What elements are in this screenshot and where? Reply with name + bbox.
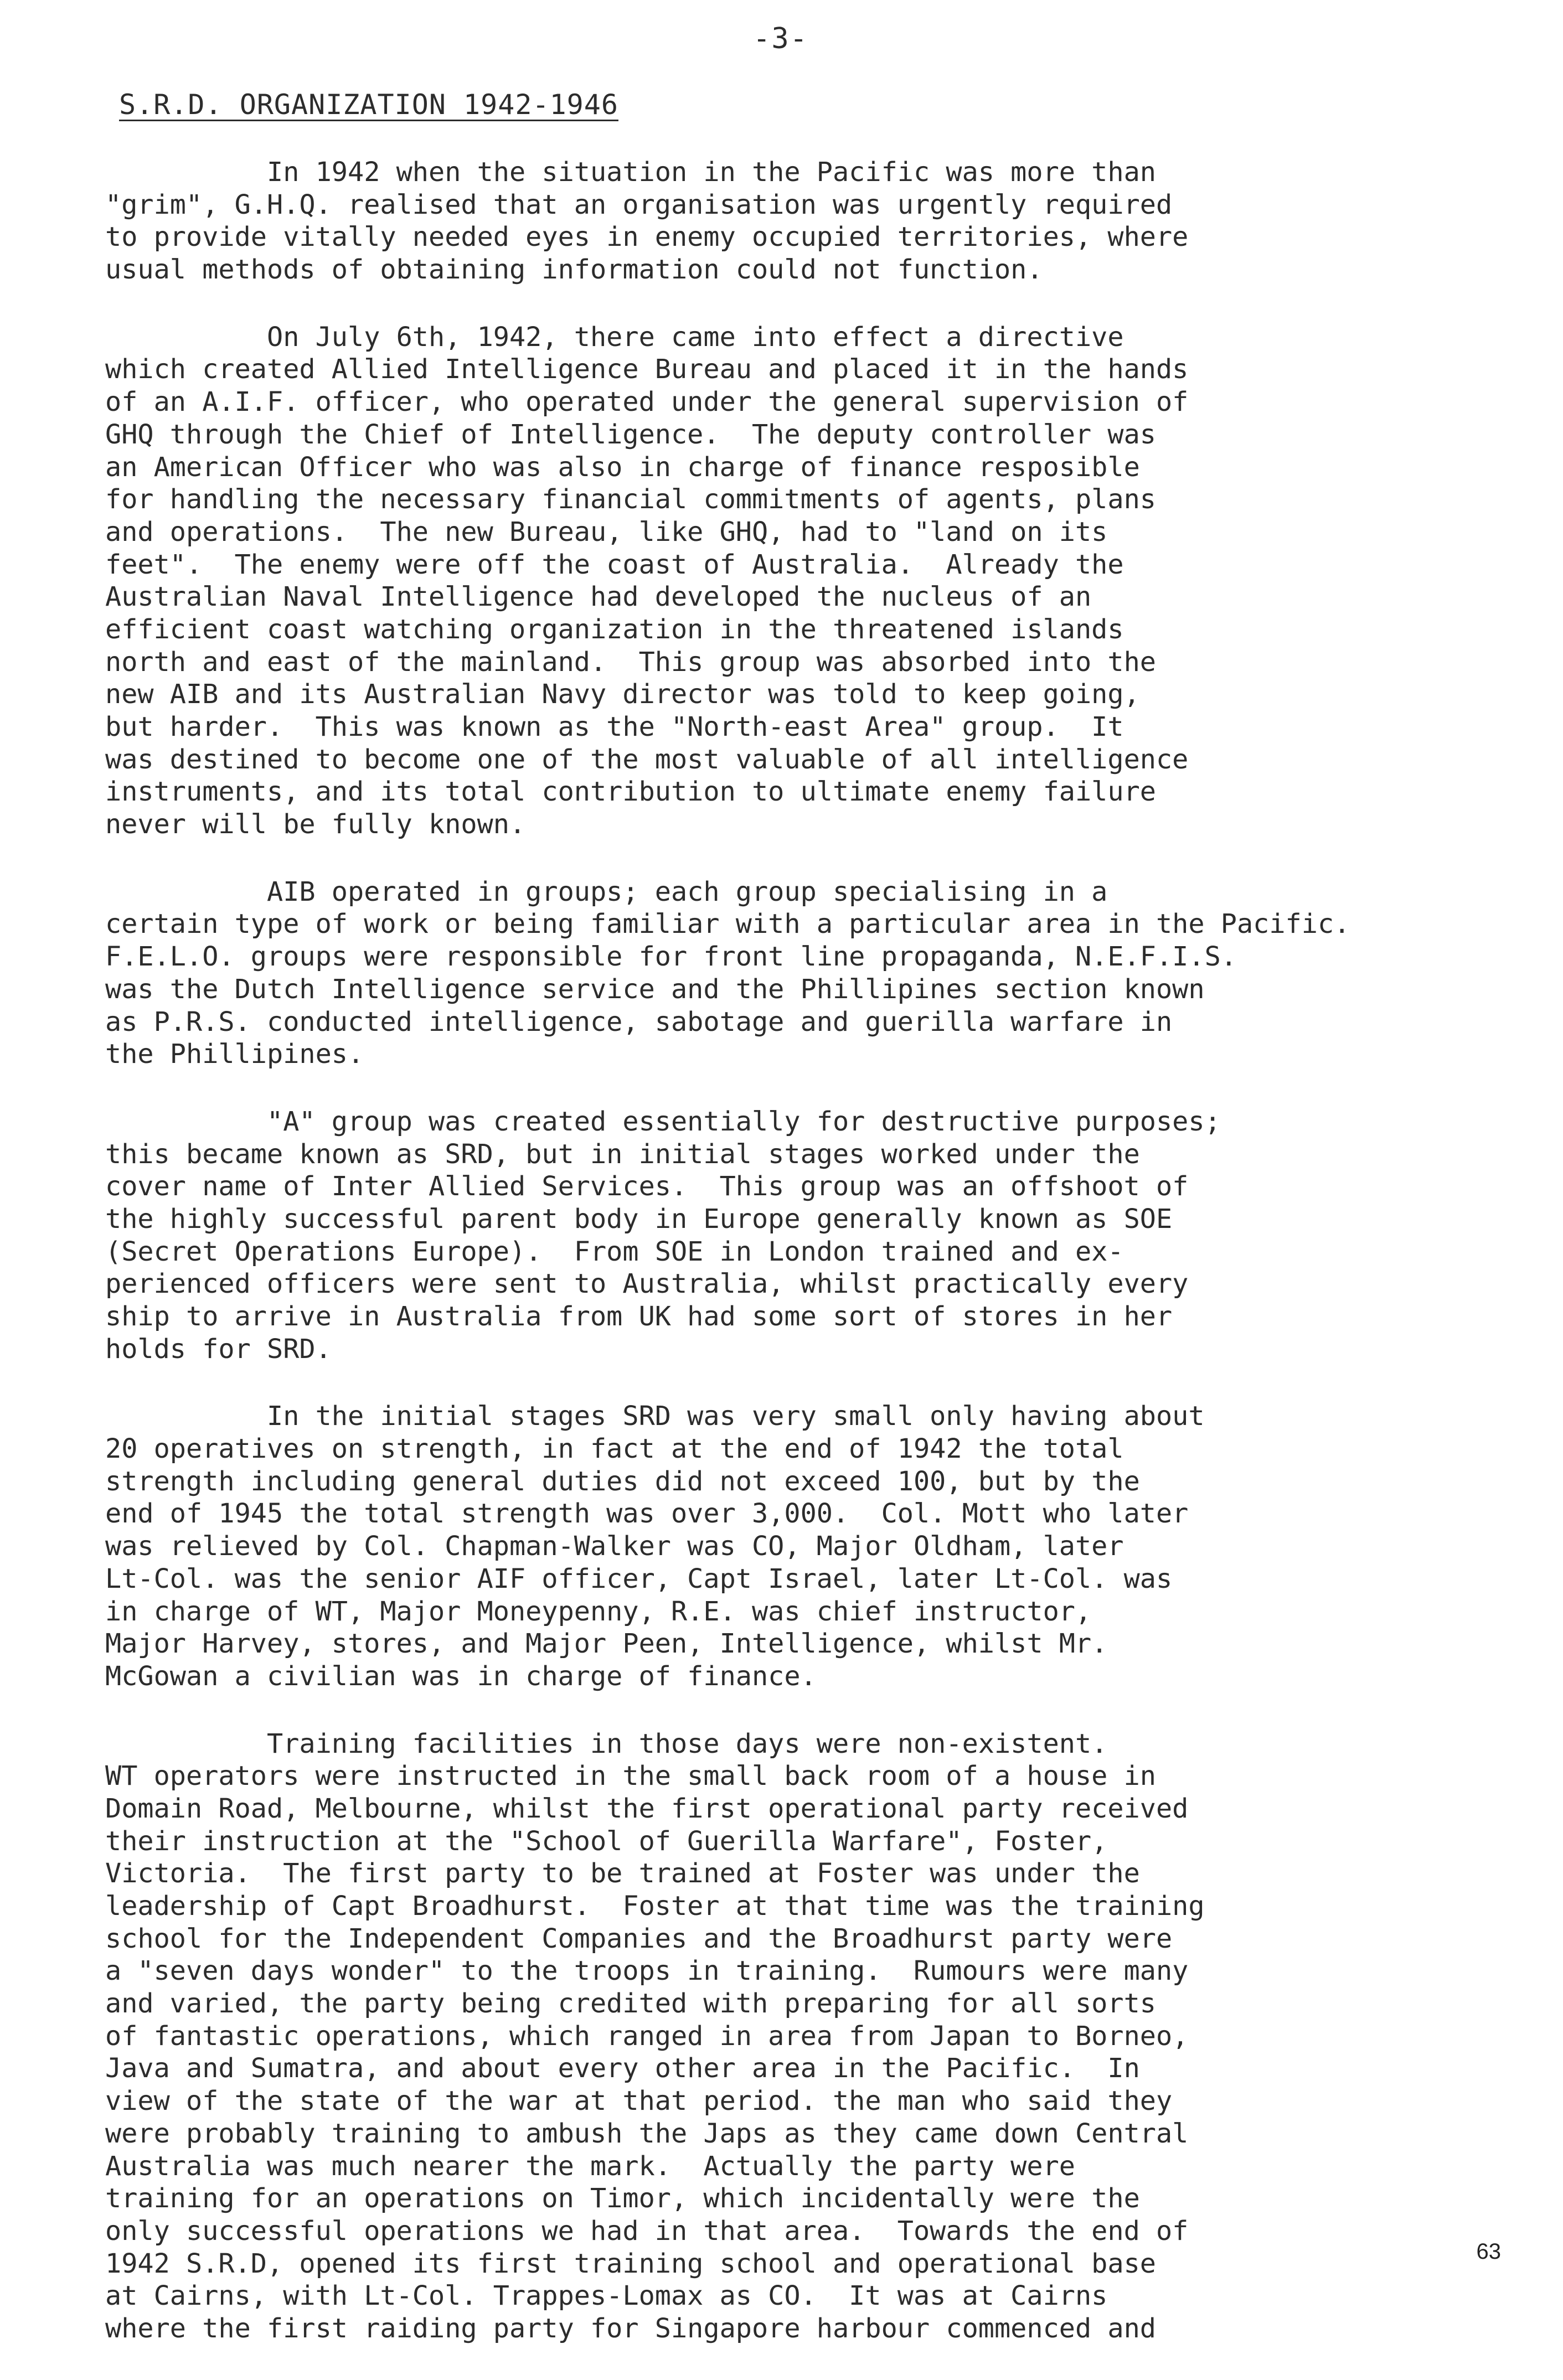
text-line: Java and Sumatra, and about every other area in the Pacific. In [105, 2053, 1140, 2084]
text-line: "A" group was created essentially for destructive purposes; [105, 1106, 1221, 1137]
text-line: in charge of WT, Major Moneypenny, R.E. was chief instructor, [105, 1596, 1092, 1627]
text-line: were probably training to ambush the Japs as they came down Central [105, 2118, 1189, 2149]
text-line: was the Dutch Intelligence service and the Phillipines section known [105, 973, 1205, 1005]
text-line: strength including general duties did not exceed 100, but by the [105, 1465, 1140, 1497]
text-line: McGowan a civilian was in charge of finance. [105, 1660, 817, 1692]
text-line: for handling the necessary financial commitments of agents, plans [105, 484, 1156, 515]
paragraph [105, 321, 1456, 841]
document-body [105, 156, 1456, 2380]
text-line: at Cairns, with Lt-Col. Trappes-Lomax as CO. It was at Cairns [105, 2280, 1108, 2312]
text-line: certain type of work or being familiar with a particular area in the Pacific. [105, 908, 1350, 940]
text-line: On July 6th, 1942, there came into effect a directive [105, 321, 1124, 353]
text-line: ship to arrive in Australia from UK had some sort of stores in her [105, 1301, 1173, 1332]
paragraph [105, 1106, 1456, 1366]
text-line: Major Harvey, stores, and Major Peen, Intelligence, whilst Mr. [105, 1628, 1108, 1660]
text-line: new AIB and its Australian Navy director was told to keep going, [105, 679, 1140, 710]
paragraph [105, 156, 1456, 286]
text-line: which created Allied Intelligence Bureau and placed it in the hands [105, 354, 1189, 385]
text-line: GHQ through the Chief of Intelligence. The deputy controller was [105, 419, 1156, 450]
text-line: instruments, and its total contribution to ultimate enemy failure [105, 776, 1156, 808]
text-line: the Phillipines. [105, 1039, 364, 1070]
text-line: never will be fully known. [105, 809, 526, 840]
text-line: Victoria. The first party to be trained at Foster was under the [105, 1858, 1140, 1889]
text-line: training for an operations on Timor, which incidentally were the [105, 2183, 1140, 2214]
text-line: north and east of the mainland. This group was absorbed into the [105, 646, 1156, 678]
text-line: "grim", G.H.Q. realised that an organisation was urgently required [105, 189, 1173, 220]
text-line: cover name of Inter Allied Services. This group was an offshoot of [105, 1171, 1189, 1202]
text-line: In 1942 when the situation in the Pacific was more than [105, 157, 1156, 188]
text-line: Australian Naval Intelligence had developed the nucleus of an [105, 581, 1092, 613]
text-line: school for the Independent Companies and the Broadhurst party were [105, 1923, 1173, 1954]
text-line: Training facilities in those days were non-existent. [105, 1728, 1108, 1759]
margin-page-number: 63 [1476, 2239, 1501, 2264]
text-line: usual methods of obtaining information could not function. [105, 254, 1043, 286]
text-line: as P.R.S. conducted intelligence, sabotage and guerilla warfare in [105, 1006, 1173, 1037]
text-line: (Secret Operations Europe). From SOE in London trained and ex- [105, 1236, 1124, 1267]
text-line: but harder. This was known as the "North-east Area" group. It [105, 711, 1124, 742]
text-line: and varied, the party being credited with preparing for all sorts [105, 1988, 1156, 2020]
text-line: to provide vitally needed eyes in enemy occupied territories, where [105, 221, 1189, 253]
text-line: end of 1945 the total strength was over 3,000. Col. Mott who later [105, 1498, 1189, 1530]
paragraph [105, 1728, 1456, 2345]
text-line: F.E.L.O. groups were responsible for front line propaganda, N.E.F.I.S. [105, 941, 1237, 973]
text-line: was destined to become one of the most valuable of all intelligence [105, 744, 1189, 775]
text-line: In the initial stages SRD was very small only having about [105, 1401, 1205, 1432]
text-line: leadership of Capt Broadhurst. Foster at that time was the training [105, 1891, 1205, 1922]
text-line: their instruction at the "School of Guerilla Warfare", Foster, [105, 1825, 1108, 1857]
text-line: this became known as SRD, but in initial stages worked under the [105, 1138, 1140, 1170]
paragraph [105, 1400, 1456, 1692]
text-line: view of the state of the war at that period. the man who said they [105, 2085, 1173, 2117]
text-line: and operations. The new Bureau, like GHQ, had to "land on its [105, 516, 1108, 548]
text-line: only successful operations we had in that area. Towards the end of [105, 2215, 1189, 2247]
text-line: AIB operated in groups; each group specialising in a [105, 876, 1108, 907]
text-line: holds for SRD. [105, 1333, 332, 1365]
text-line: where the first raiding party for Singapore harbour commenced and [105, 2312, 1156, 2344]
text-line: 1942 S.R.D, opened its first training school and operational base [105, 2248, 1156, 2279]
document-heading: S.R.D. ORGANIZATION 1942-1946 [119, 89, 618, 121]
text-line: efficient coast watching organization in the threatened islands [105, 613, 1124, 645]
text-line: a "seven days wonder" to the troops in training. Rumours were many [105, 1955, 1189, 1987]
text-line: WT operators were instructed in the small back room of a house in [105, 1761, 1156, 1792]
text-line: an American Officer who was also in charge of finance resposible [105, 451, 1140, 483]
text-line: of an A.I.F. officer, who operated under the general supervision of [105, 386, 1189, 418]
text-line: Domain Road, Melbourne, whilst the first operational party received [105, 1793, 1189, 1824]
page-number: -3- [753, 22, 808, 55]
text-line: 20 operatives on strength, in fact at the end of 1942 the total [105, 1433, 1124, 1465]
text-line: was relieved by Col. Chapman-Walker was CO, Major Oldham, later [105, 1531, 1124, 1562]
text-line: the highly successful parent body in Europe generally known as SOE [105, 1203, 1173, 1235]
text-line: perienced officers were sent to Australia, whilst practically every [105, 1268, 1189, 1300]
text-line: Lt-Col. was the senior AIF officer, Capt Israel, later Lt-Col. was [105, 1563, 1173, 1594]
text-line: Australia was much nearer the mark. Actually the party were [105, 2150, 1075, 2182]
text-line: of fantastic operations, which ranged in area from Japan to Borneo, [105, 2020, 1189, 2052]
text-line: feet". The enemy were off the coast of Australia. Already the [105, 549, 1124, 580]
paragraph [105, 876, 1456, 1071]
